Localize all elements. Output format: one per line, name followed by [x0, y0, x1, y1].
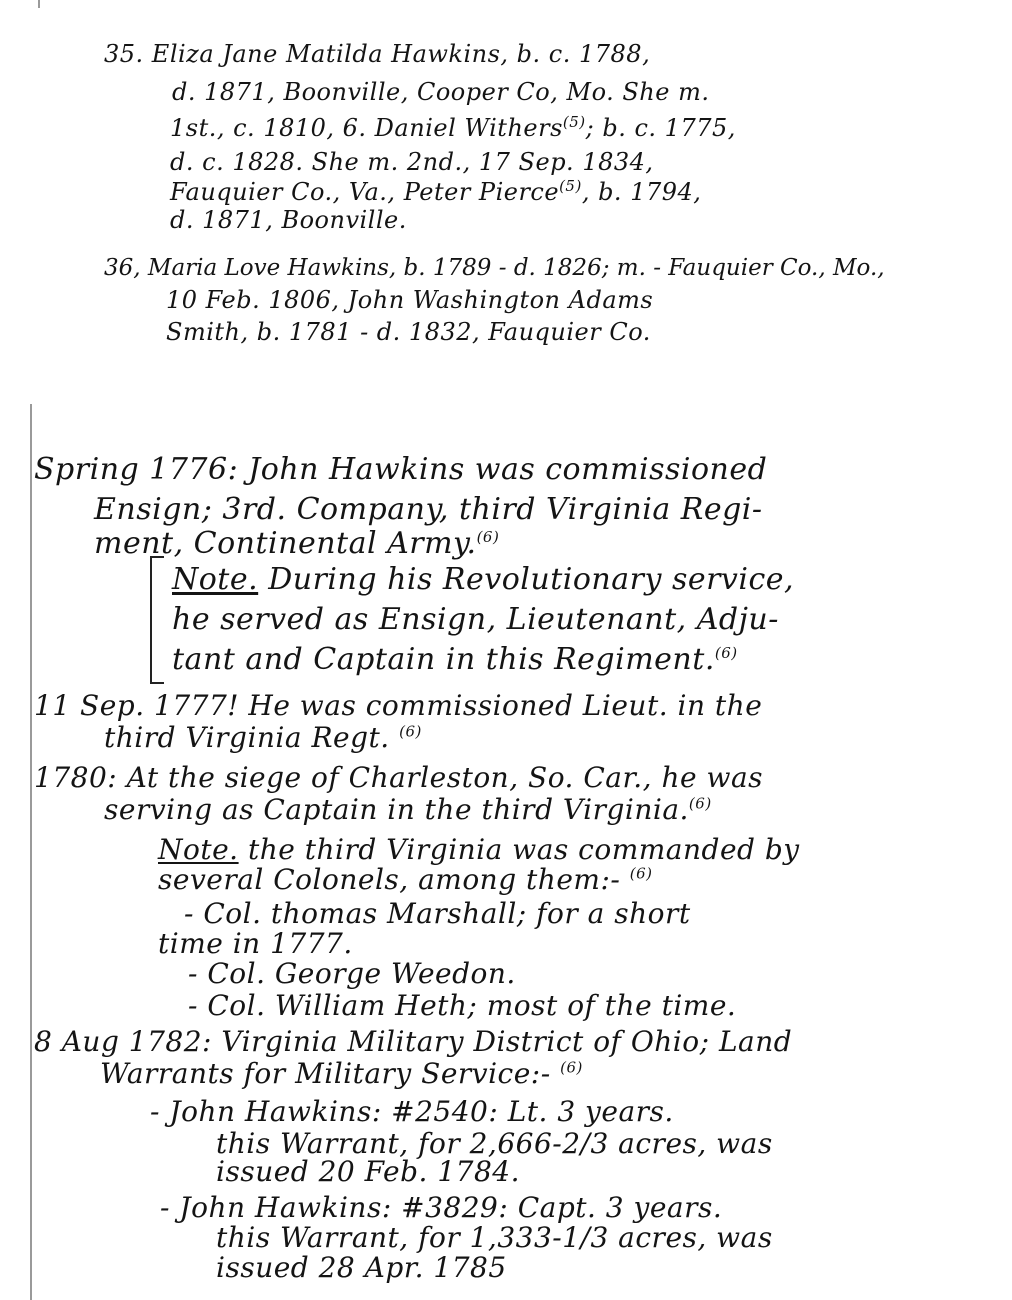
entry-35-line-6: d. 1871, Boonville. — [170, 206, 407, 234]
sep-1777-line-2-text: third Virginia Regt. — [104, 721, 390, 754]
note-2-line-1-text: the third Virginia was commanded by — [238, 833, 800, 866]
note-2-line-2-text: several Colonels, among them:- — [158, 863, 621, 896]
warrant-2-line-2: this Warrant, for 1,333-1/3 acres, was — [216, 1221, 773, 1254]
y-1780-line-1: 1780: At the siege of Charleston, So. Car., he was — [34, 761, 764, 794]
note-1-label: Note. — [172, 562, 259, 597]
colonel-line-4: - Col. William Heth; most of the time. — [188, 989, 737, 1022]
footnote-ref-6-c: (6) — [399, 722, 422, 741]
entry-36-line-1: 36, Maria Love Hawkins, b. 1789 - d. 1826; m. - Fauquier Co., Mo., — [104, 255, 885, 281]
sep-1777-line-1: 11 Sep. 1777! He was commissioned Lieut. in the — [34, 689, 763, 722]
footnote-ref-6-e: (6) — [629, 864, 653, 883]
entry-35-line-3-tail: ; b. c. 1775, — [585, 114, 736, 142]
note-1-line-2: he served as Ensign, Lieutenant, Adju- — [172, 602, 779, 637]
note-1-line-3-text: tant and Captain in this Regiment. — [172, 642, 715, 677]
note-2-label: Note. — [158, 833, 239, 866]
colonel-line-3: - Col. George Weedon. — [188, 957, 516, 990]
note-1-line-1 — [172, 564, 794, 596]
warrant-1-line-3: issued 20 Feb. 1784. — [216, 1155, 520, 1188]
footnote-ref-6-a: (6) — [476, 528, 500, 546]
entry-35-line-3-text: 1st., c. 1810, 6. Daniel Withers — [170, 114, 563, 142]
entry-35-line-5-text: Fauquier Co., Va., Peter Pierce — [170, 178, 560, 206]
footnote-ref-6-b: (6) — [714, 644, 738, 662]
left-margin-rule — [30, 404, 32, 1300]
warrant-2-line-3: issued 28 Apr. 1785 — [216, 1251, 507, 1284]
entry-35-line-4: d. c. 1828. She m. 2nd., 17 Sep. 1834, — [170, 148, 654, 176]
spring-1776-line-1: Spring 1776: John Hawkins was commissioned — [34, 452, 768, 487]
note-1-line-1-text: During his Revolutionary service, — [258, 562, 795, 597]
aug-1782-line-2 — [100, 1058, 583, 1090]
aug-1782-line-2-text: Warrants for Military Service:- — [100, 1057, 551, 1090]
warrant-1-line-1: - John Hawkins: #2540: Lt. 3 years. — [150, 1095, 674, 1128]
aug-1782-line-1: 8 Aug 1782: Virginia Military District of Ohio; Land — [34, 1025, 793, 1058]
note-2-line-1 — [158, 834, 800, 866]
entry-35-line-1: 35. Eliza Jane Matilda Hawkins, b. c. 1788, — [104, 40, 651, 68]
entry-36-line-2: 10 Feb. 1806, John Washington Adams — [166, 286, 654, 314]
y-1780-line-2-text: serving as Captain in the third Virginia. — [104, 793, 689, 826]
y-1780-line-2 — [104, 794, 712, 826]
footnote-ref-6-f: (6) — [560, 1058, 583, 1077]
warrant-2-line-1: - John Hawkins: #3829: Capt. 3 years. — [160, 1191, 723, 1224]
footnote-ref-5: (5) — [562, 113, 586, 131]
note-bracket — [150, 556, 164, 684]
footnote-ref-5-b: (5) — [559, 177, 582, 195]
entry-36-line-3: Smith, b. 1781 - d. 1832, Fauquier Co. — [166, 318, 651, 346]
colonel-line-2: time in 1777. — [158, 927, 353, 960]
note-1-line-3 — [172, 644, 738, 676]
entry-35-line-5-tail: , b. 1794, — [581, 178, 702, 206]
entry-35-line-2: d. 1871, Boonville, Cooper Co, Mo. She m. — [172, 78, 710, 106]
warrant-1-line-2: this Warrant, for 2,666-2/3 acres, was — [216, 1127, 773, 1160]
note-2-line-2 — [158, 864, 653, 896]
scan-edge-mark — [38, 0, 40, 8]
sep-1777-line-2 — [104, 722, 422, 754]
footnote-ref-6-d: (6) — [688, 794, 712, 813]
spring-1776-line-2: Ensign; 3rd. Company, third Virginia Regi- — [94, 492, 763, 527]
colonel-line-1: - Col. thomas Marshall; for a short — [184, 897, 691, 930]
entry-35-line-3 — [170, 112, 736, 144]
spring-1776-line-3-text: ment, Continental Army. — [94, 526, 477, 561]
